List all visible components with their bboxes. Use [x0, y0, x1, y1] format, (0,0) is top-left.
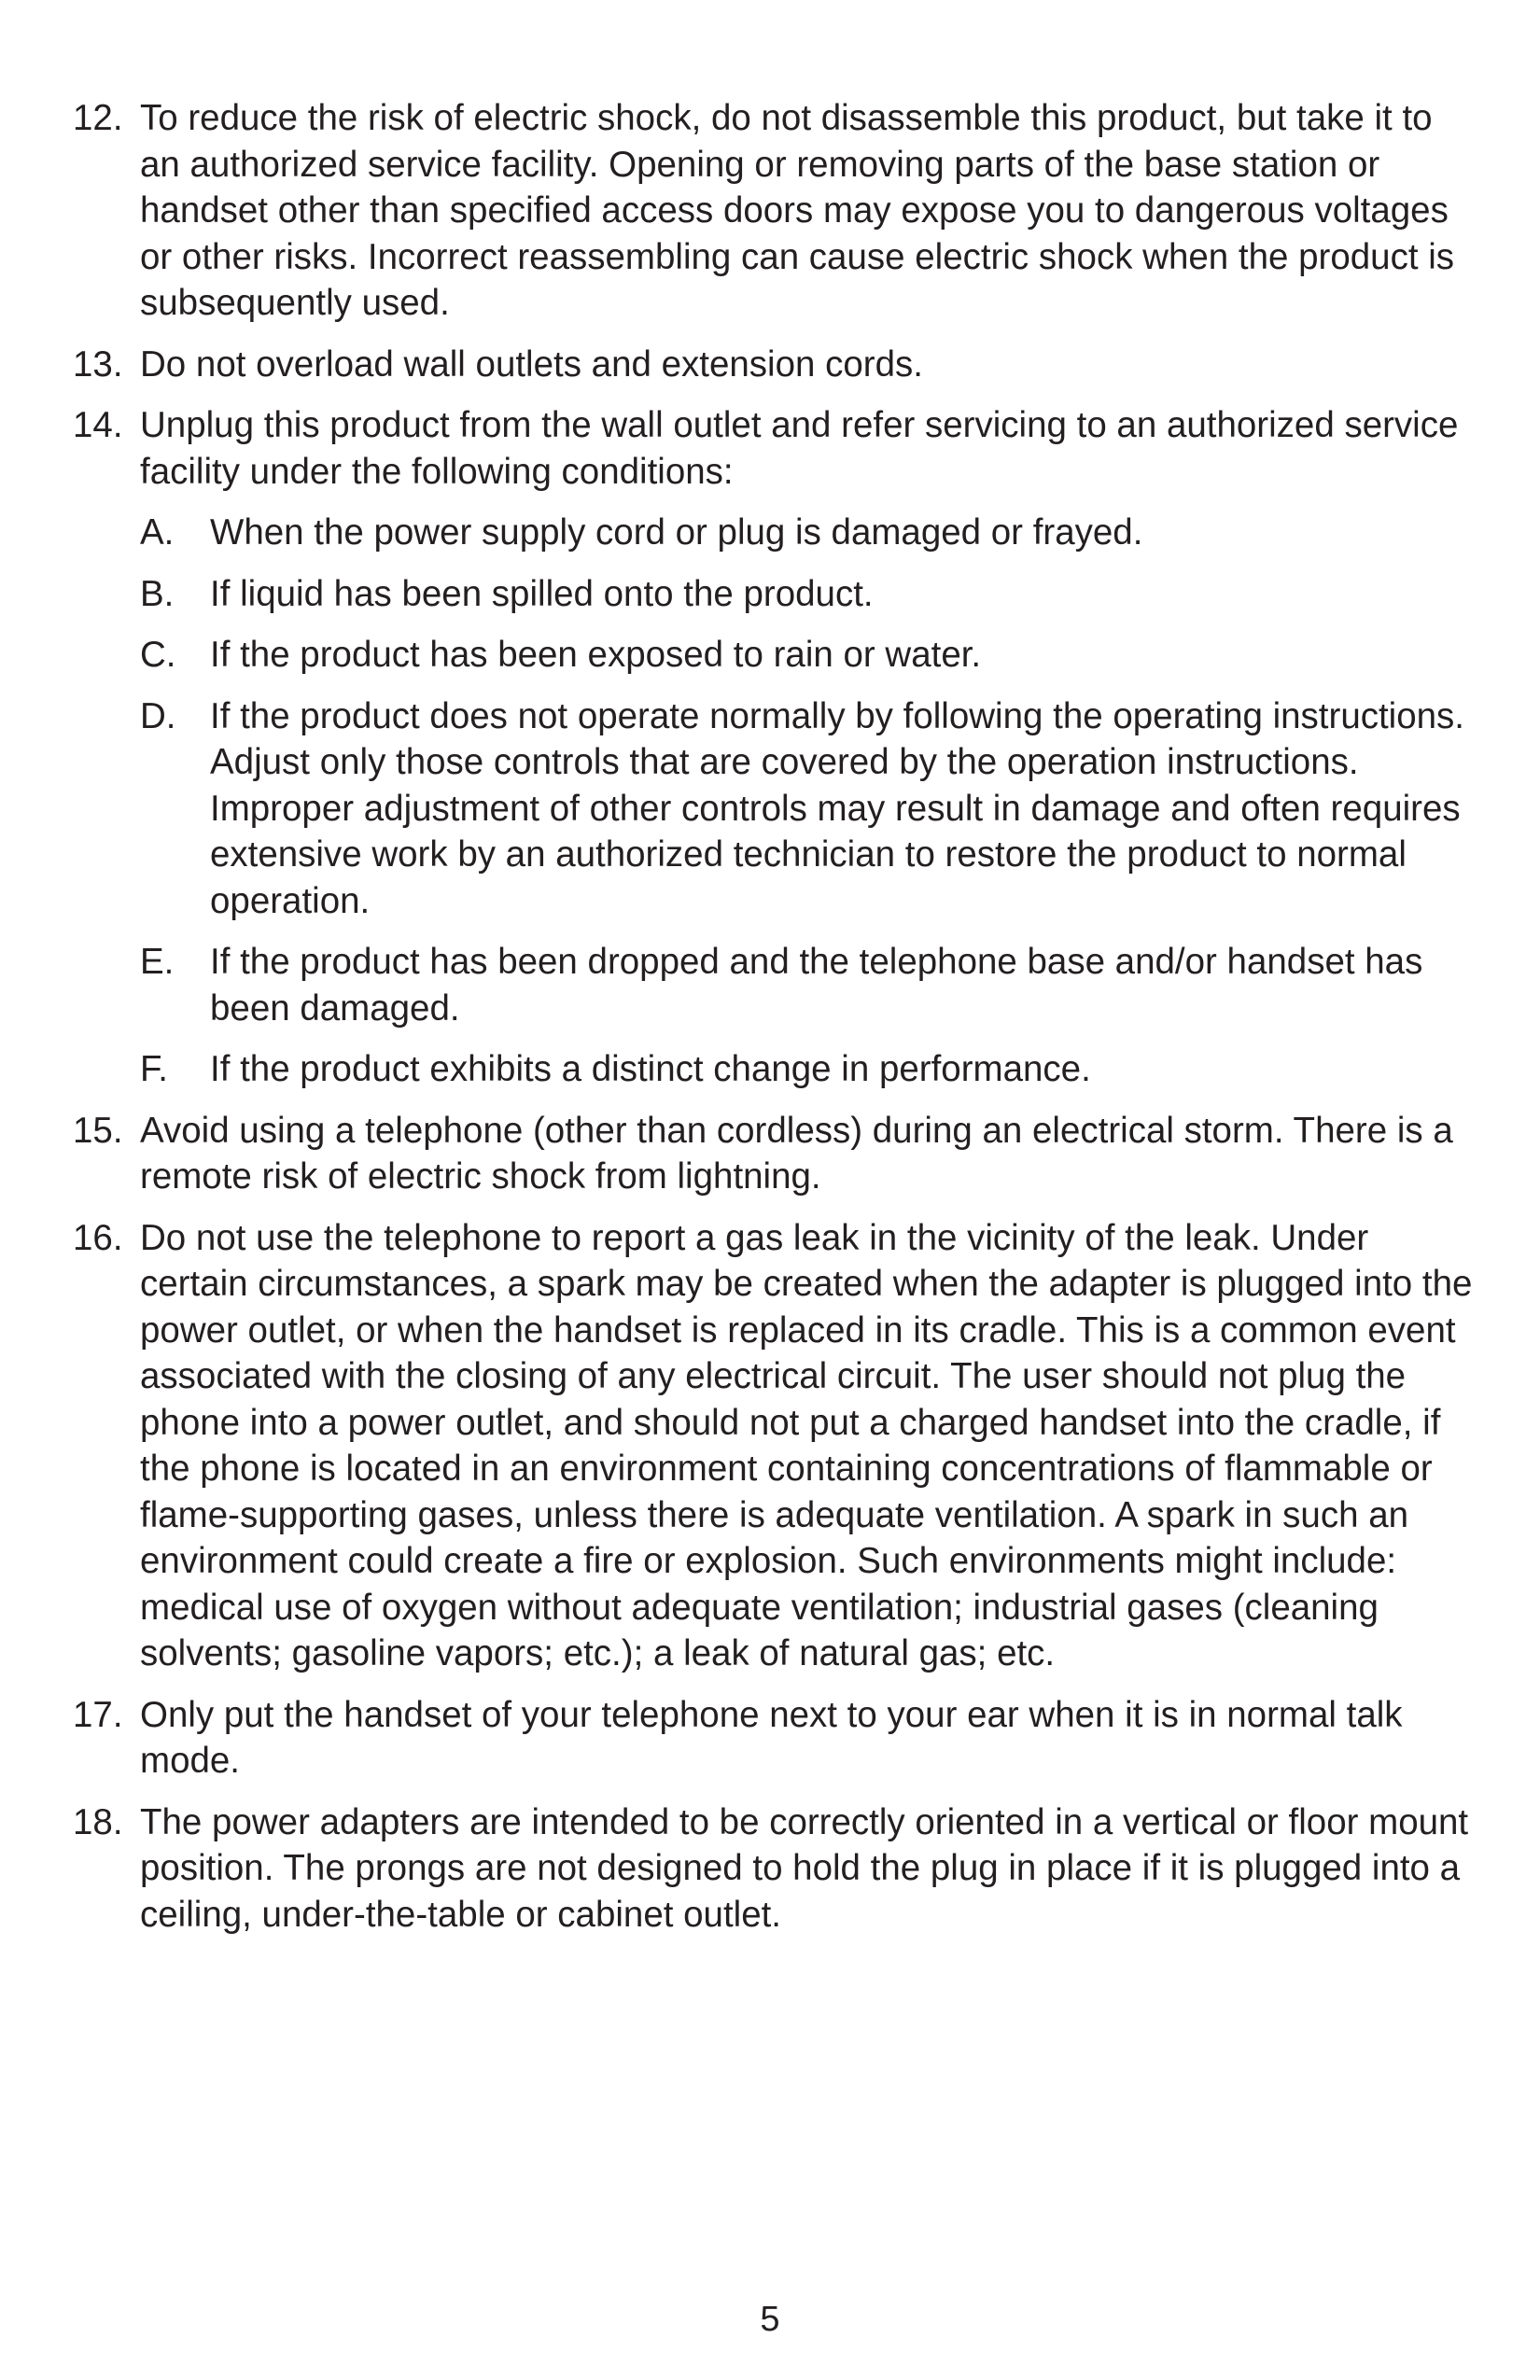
- item-text: To reduce the risk of electric shock, do not disassemble this product, but take it to an authorized service facility. Opening or removing parts of the base station or handset other than specified access doors may expose you to dangerous voltages or other risks. Incorrect reassembling can cause electric shock when the product is subsequently used.: [140, 98, 1455, 323]
- item-number: 15.: [73, 1110, 123, 1151]
- item-text: Do not use the telephone to report a gas leak in the vicinity of the leak. Under certain circumstances, a spark may be created when the adapter is plugged into the power outlet, or when the handset is replaced in its cradle. This is a common event associated with the closing of any electrical circuit. The user should not plug the phone into a power outlet, and should not put a charged handset into the cradle, if the phone is located in an environment containing concentrations of flammable or flame-supporting gases, unless there is adequate ventilation. A spark in such an environment could create a fire or explosion. Such environments might include: medical use of oxygen without adequate ventilation; industrial gases (cleaning solvents; gasoline vapors; etc.); a leak of natural gas; etc.: [140, 1217, 1473, 1673]
- item-text: The power adapters are intended to be correctly oriented in a vertical or floor mount position. The prongs are not designed to hold the plug in place if it is plugged into a ceiling, under-the-table or cabinet outlet.: [140, 1801, 1469, 1935]
- sub-item-text: If the product has been dropped and the telephone base and/or handset has been damaged.: [210, 942, 1423, 1029]
- sub-item-letter: B.: [140, 573, 175, 614]
- list-item-17: [73, 1692, 1473, 1785]
- sub-item-letter: F.: [140, 1049, 168, 1089]
- item-number: 12.: [73, 98, 123, 138]
- list-item-15: [73, 1108, 1473, 1200]
- item-number: 17.: [73, 1694, 123, 1735]
- page-number: 5: [760, 2300, 780, 2339]
- sub-item-e: [140, 939, 1473, 1031]
- sub-item-text: If the product does not operate normally by following the operating instructions. Adjust only those controls that are covered by the operation instructions. Improper adjustment of other controls may result in damage and often requires extensive work by an authorized technician to restore the product to normal operation.: [210, 695, 1465, 921]
- item-number: 13.: [73, 343, 123, 385]
- list-item-13: [73, 342, 1473, 388]
- safety-instructions-list: [73, 95, 1473, 1953]
- item-text: Avoid using a telephone (other than cordless) during an electrical storm. There is a remote risk of electric shock from lightning.: [140, 1110, 1453, 1197]
- item-number: 18.: [73, 1801, 123, 1842]
- sub-item-text: If liquid has been spilled onto the product.: [210, 573, 874, 614]
- list-item-18: [73, 1799, 1473, 1939]
- item-number: 14.: [73, 405, 123, 445]
- sub-item-letter: A.: [140, 512, 175, 553]
- sub-item-text: If the product has been exposed to rain or water.: [210, 635, 982, 675]
- item-text: Only put the handset of your telephone next to your ear when it is in normal talk mode.: [140, 1694, 1403, 1781]
- item-number: 16.: [73, 1217, 123, 1258]
- sub-item-b: [140, 571, 1473, 618]
- list-item-14: [73, 402, 1473, 1093]
- sub-item-letter: D.: [140, 695, 176, 736]
- list-item-12: [73, 95, 1473, 327]
- sub-item-text: If the product exhibits a distinct change in performance.: [210, 1049, 1091, 1089]
- sub-item-d: [140, 693, 1473, 925]
- sub-item-text: When the power supply cord or plug is damaged or frayed.: [210, 512, 1143, 553]
- item-text: Unplug this product from the wall outlet and refer servicing to an authorized service facility under the following conditions:: [140, 405, 1459, 492]
- sub-item-f: [140, 1046, 1473, 1093]
- list-item-16: [73, 1215, 1473, 1677]
- item-text: Do not overload wall outlets and extension cords.: [140, 343, 923, 385]
- sub-item-letter: E.: [140, 942, 175, 982]
- sub-list: [140, 510, 1473, 1093]
- sub-item-letter: C.: [140, 635, 176, 675]
- sub-item-a: [140, 510, 1473, 556]
- sub-item-c: [140, 632, 1473, 679]
